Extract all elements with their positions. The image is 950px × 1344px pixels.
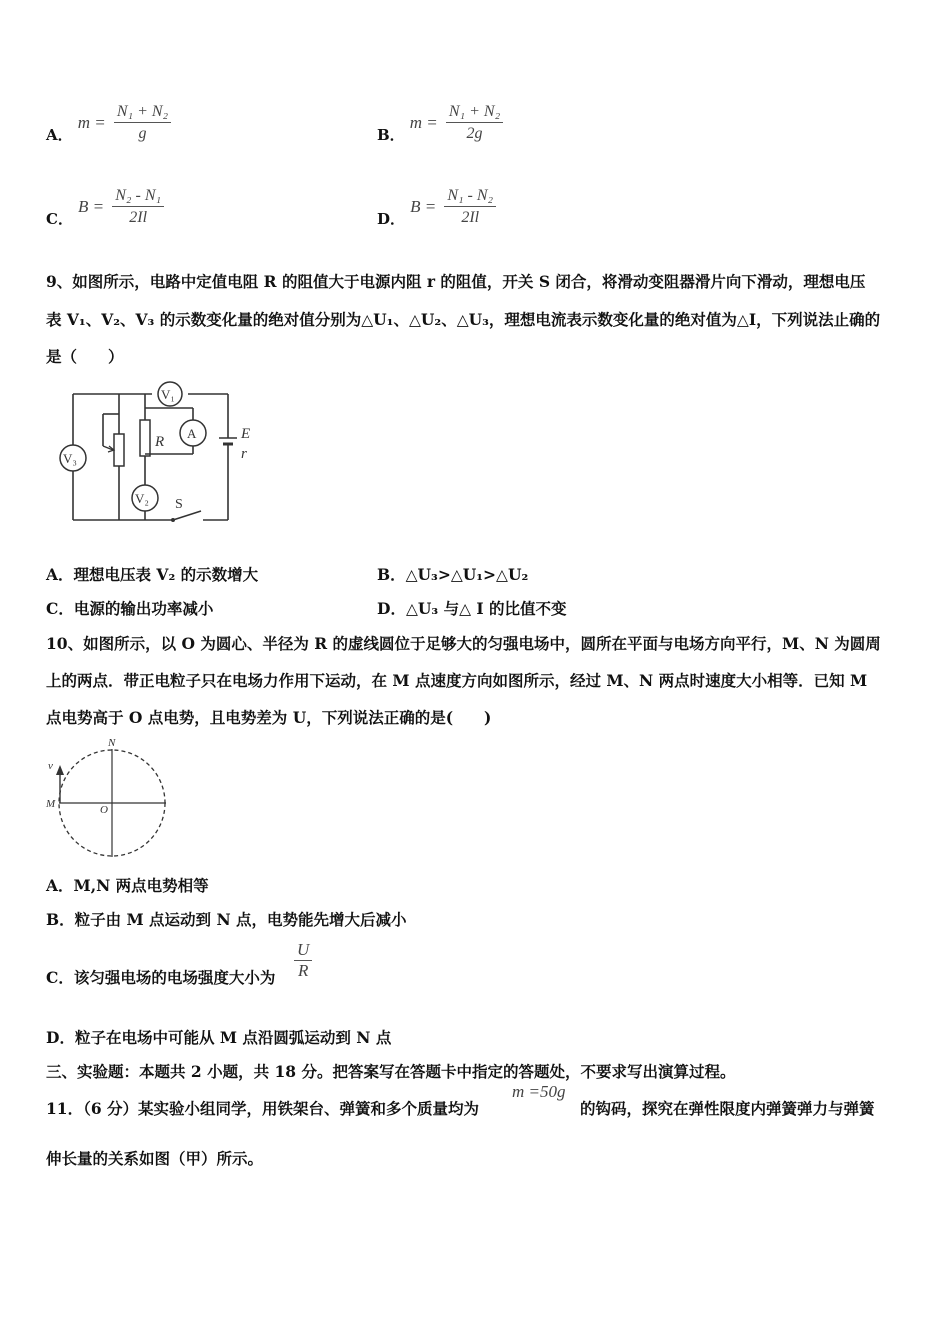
q8-option-d [377, 187, 496, 227]
q11-stem-line-2: 伸长量的关系如图（甲）所示。 [46, 1149, 264, 1168]
formula-lhs: m = [77, 113, 106, 132]
switch-icon [173, 511, 201, 520]
option-letter: B． [377, 125, 405, 144]
option-text: 粒子在电场中可能从 M 点沿圆弧运动到 N 点 [74, 1028, 392, 1047]
option-letter: D． [377, 599, 406, 618]
option-letter: C． [46, 968, 74, 987]
option-text: 理想电压表 V₂ 的示数增大 [73, 565, 259, 584]
option-text: 该匀强电场的电场强度大小为 [73, 968, 276, 987]
rheostat [114, 434, 124, 466]
option-letter: C． [46, 209, 73, 228]
fraction-numerator: N₂ - N₁ [112, 187, 164, 207]
option-text: △U₃ 与△ I 的比值不变 [405, 599, 567, 618]
switch-label: S [175, 497, 183, 512]
center-o-label: O [100, 804, 108, 816]
option-letter: D． [377, 209, 406, 228]
formula-fraction [112, 187, 164, 227]
option-letter: A． [46, 125, 73, 144]
option-text: 粒子由 M 点运动到 N 点，电势能先增大后减小 [74, 910, 407, 929]
q9-stem-line-3: 是（ ） [46, 347, 124, 366]
option-letter: B． [377, 565, 406, 584]
option-letter: B． [46, 910, 75, 929]
fraction-numerator: U [294, 940, 312, 961]
q10-option-c [46, 966, 275, 988]
resistor-r [140, 420, 150, 456]
q10-stem-line-1: 10、如图所示，以 O 为圆心、半径为 R 的虚线圆位于足够大的匀强电场中，圆所在平面与电场方向平行，M、N 为圆周 [46, 634, 881, 653]
electric-field-fraction [294, 940, 312, 981]
fraction-denominator: g [138, 125, 147, 142]
option-text: 电源的输出功率减小 [73, 599, 214, 618]
resistor-label: R [155, 434, 165, 450]
formula-fraction [446, 103, 503, 143]
formula-fraction [444, 187, 496, 227]
q9-option-a [46, 563, 258, 585]
q10-option-b [46, 908, 407, 930]
q8-option-c [46, 187, 164, 227]
formula-fraction [114, 103, 171, 143]
q9-option-b [377, 563, 528, 585]
voltmeter-v3-label: V₃ [63, 451, 77, 466]
option-text: M,N 两点电势相等 [73, 876, 209, 895]
fraction-denominator: 2Il [129, 209, 148, 226]
q8-option-a [46, 103, 171, 143]
voltmeter-v1-label: V₁ [161, 387, 175, 402]
q10-option-d [46, 1026, 391, 1048]
fraction-denominator: 2Il [461, 209, 480, 226]
q9-stem-line-2: 表 V₁、V₂、V₃ 的示数变化量的绝对值分别为△U₁、△U₂、△U₃，理想电流表示数变化量的绝对值为△I，下列说法止确的 [46, 310, 881, 329]
option-text: △U₃>△U₁>△U₂ [405, 565, 529, 584]
option-letter: C． [46, 599, 74, 618]
formula-lhs: m = [409, 113, 438, 132]
fraction-denominator: R [297, 961, 309, 980]
q10-stem-line-3: 点电势高于 O 点电势，且电势差为 U，下列说法正确的是( ) [46, 708, 492, 727]
q10-stem-line-2: 上的两点．带正电粒子只在电场力作用下运动，在 M 点速度方向如图所示，经过 M、N 两点时速度大小相等．已知 M [46, 671, 868, 690]
point-m-label: M [46, 798, 56, 810]
option-letter: A． [46, 876, 74, 895]
q9-option-d [377, 597, 567, 619]
voltmeter-v2-label: V₂ [135, 491, 149, 506]
ammeter-label: A [187, 426, 197, 441]
q11-stem-line-1b: 的钩码，探究在弹性限度内弹簧弹力与弹簧 [580, 1099, 875, 1118]
q9-option-c [46, 597, 213, 619]
q10-option-a [46, 874, 209, 896]
q11-stem-line-1a: 11．（6 分）某实验小组同学，用铁架台、弹簧和多个质量均为 [46, 1099, 480, 1118]
emf-label: E [241, 426, 251, 442]
formula-lhs: B = [78, 197, 105, 216]
velocity-label: v [48, 760, 53, 772]
mass-formula: m =50g [512, 1082, 566, 1101]
fraction-denominator: 2g [466, 125, 483, 142]
fraction-numerator: N₁ + N₂ [446, 103, 503, 123]
formula-lhs: B = [410, 197, 437, 216]
option-letter: D． [46, 1028, 75, 1047]
q9-stem-line-1: 9、如图所示，电路中定值电阻 R 的阻值大于电源内阻 r 的阻值，开关 S 闭合，将滑动变阻器滑片向下滑动，理想电压 [46, 272, 866, 291]
point-n-label: N [108, 737, 116, 749]
internal-resistance-label: r [241, 446, 247, 462]
fraction-numerator: N₁ + N₂ [114, 103, 171, 123]
circuit-diagram [55, 378, 270, 528]
option-letter: A． [46, 565, 74, 584]
section-heading: 三、实验题：本题共 2 小题，共 18 分。把答案写在答题卡中指定的答题处，不要求写出演算过程。 [46, 1062, 736, 1081]
field-circle-diagram [40, 735, 175, 860]
q8-option-b [377, 103, 503, 143]
fraction-numerator: N₁ - N₂ [444, 187, 496, 207]
